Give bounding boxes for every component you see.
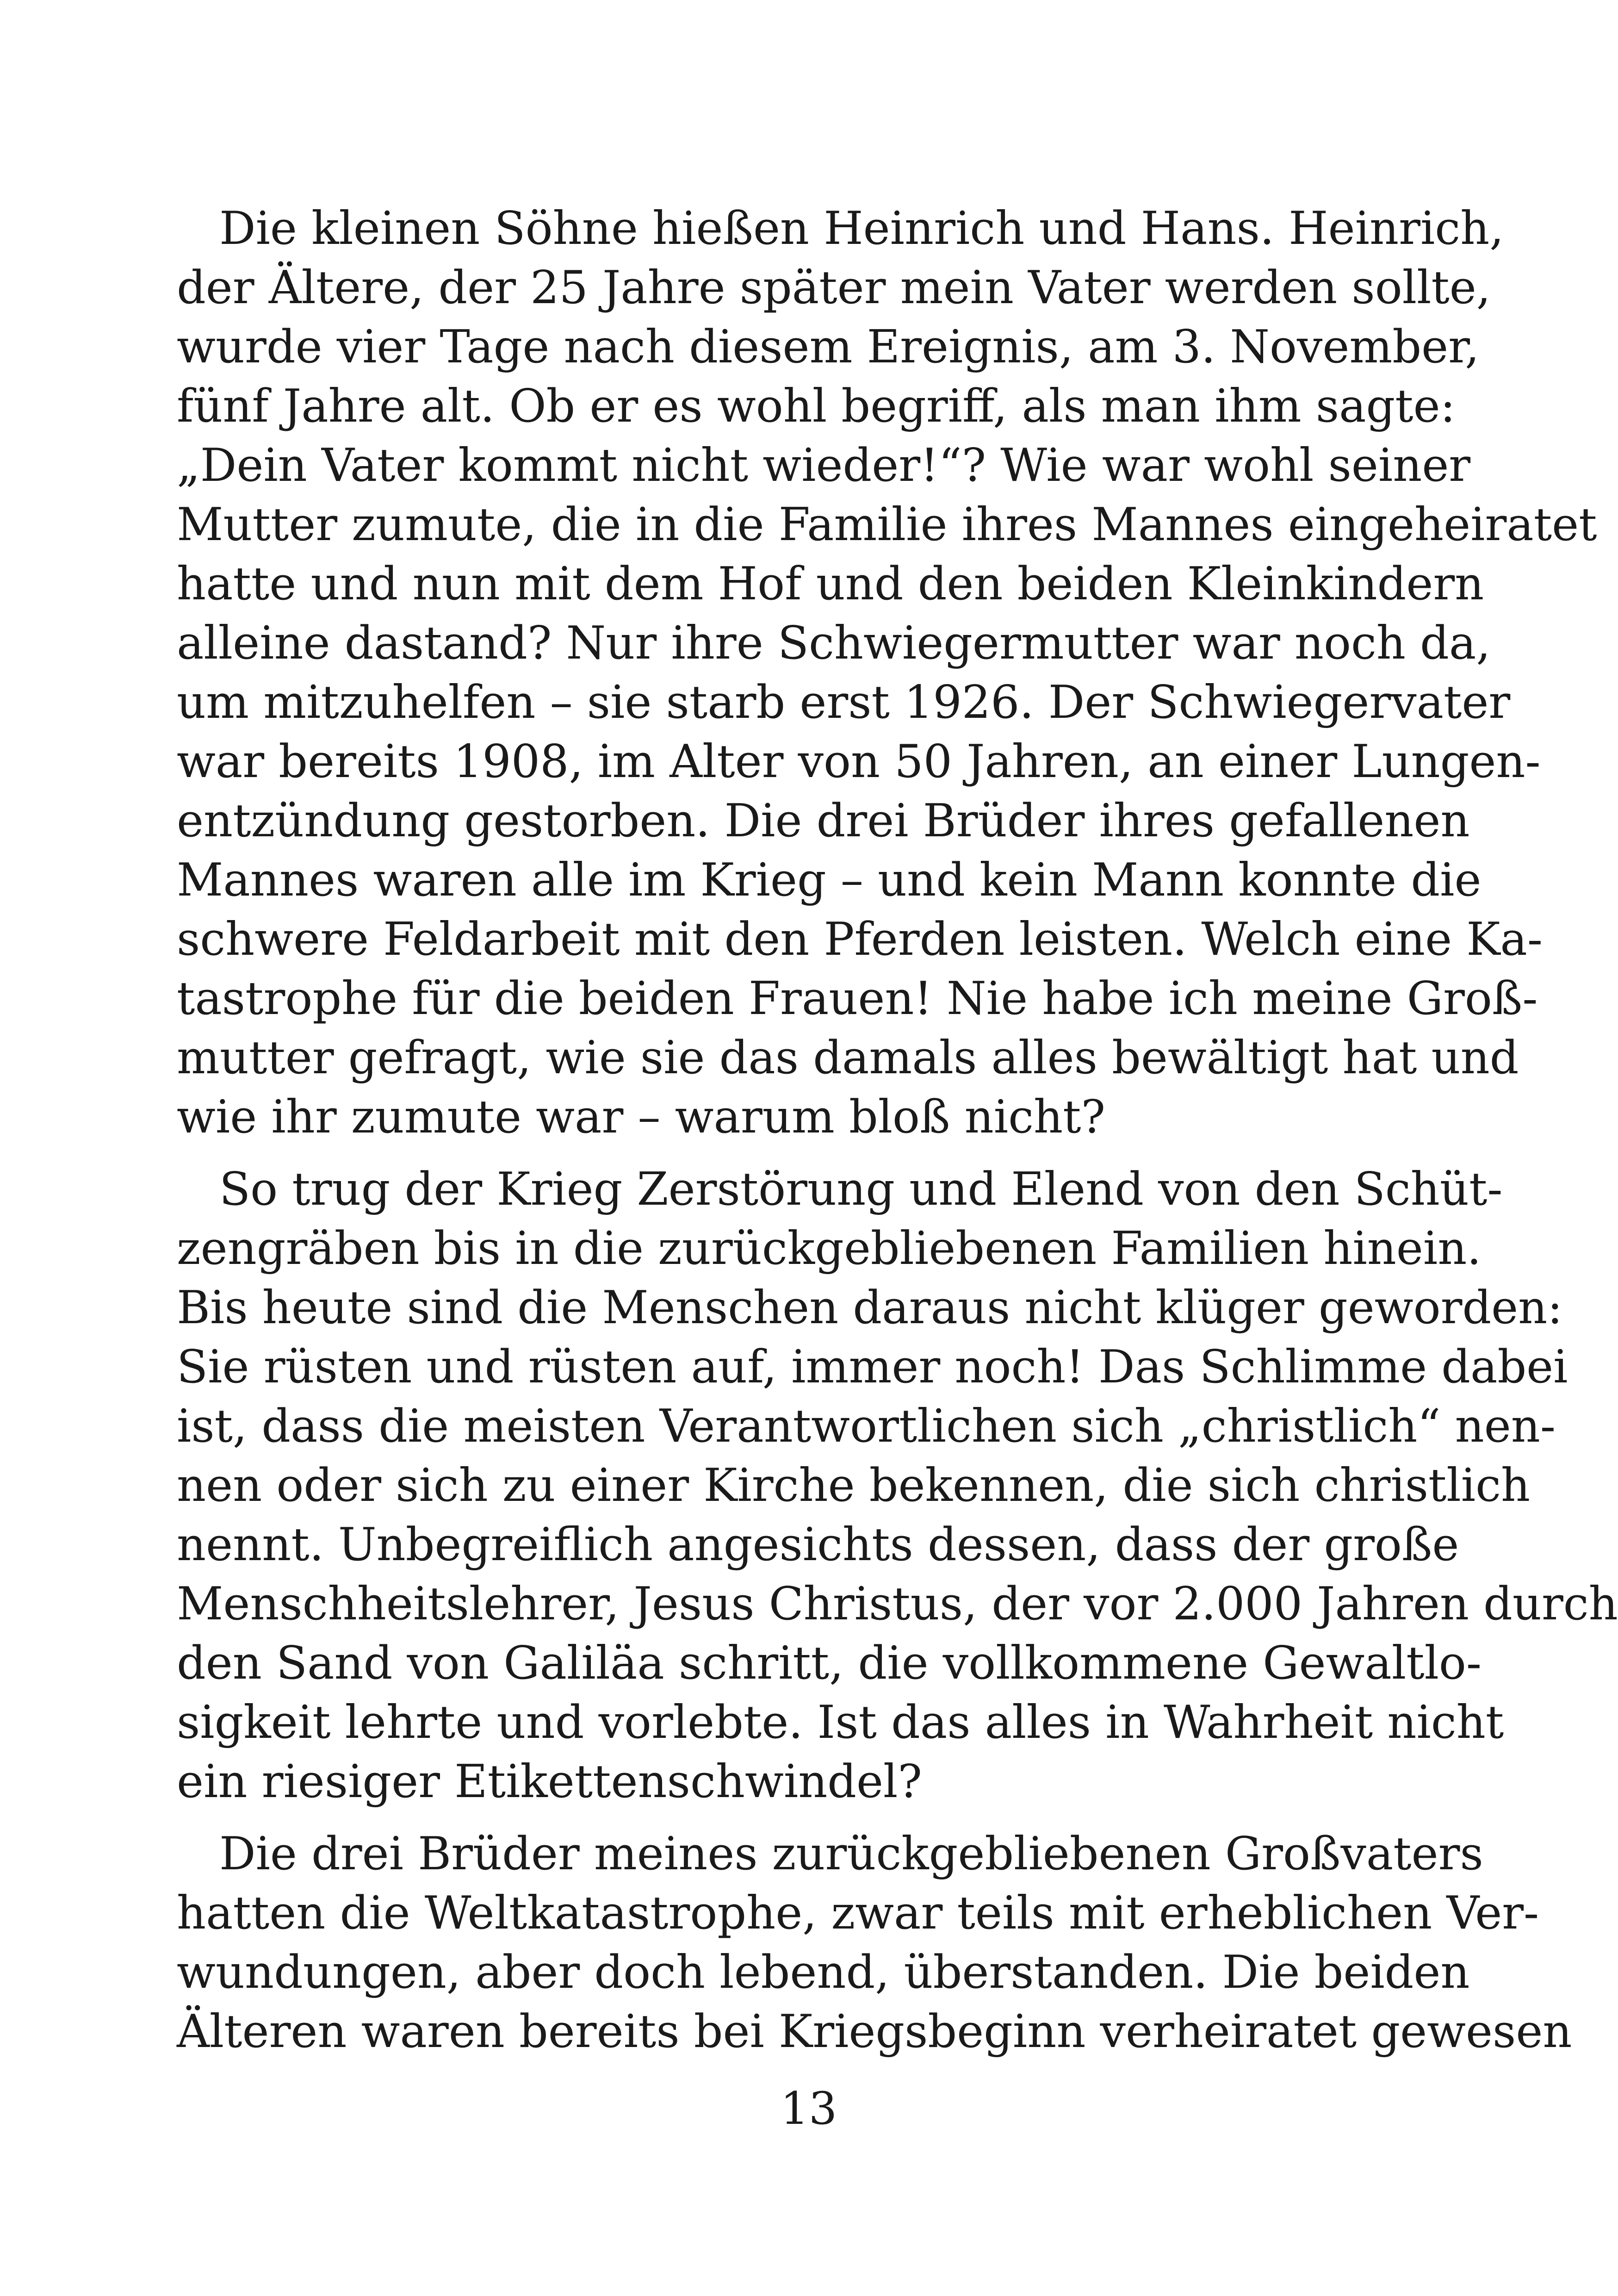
- text-line: Älteren waren bereits bei Kriegsbeginn verheiratet gewesen: [177, 2005, 1572, 2058]
- text-line: sigkeit lehrte und vorlebte. Ist das alles in Wahrheit nicht: [177, 1696, 1504, 1749]
- text-line: ein riesiger Etikettenschwindel?: [177, 1755, 922, 1808]
- text-line: den Sand von Galiläa schritt, die vollkommene Gewaltlo-: [177, 1637, 1482, 1690]
- text-line: mutter gefragt, wie sie das damals alles bewältigt hat und: [177, 1032, 1519, 1084]
- text-line: war bereits 1908, im Alter von 50 Jahren, an einer Lungen-: [177, 735, 1541, 788]
- text-line: schwere Feldarbeit mit den Pferden leisten. Welch eine Ka-: [177, 913, 1543, 966]
- text-line: wurde vier Tage nach diesem Ereignis, am 3. November,: [177, 321, 1480, 373]
- text-line: entzündung gestorben. Die drei Brüder ihres gefallenen: [177, 795, 1470, 847]
- text-line: Die kleinen Söhne hießen Heinrich und Hans. Heinrich,: [219, 202, 1504, 255]
- text-line: nennt. Unbegreiflich angesichts dessen, dass der große: [177, 1518, 1459, 1571]
- text-line: Bis heute sind die Menschen daraus nicht klüger geworden:: [177, 1282, 1563, 1334]
- paragraph-gap: [177, 1811, 1418, 1824]
- text-line: Sie rüsten und rüsten auf, immer noch! Das Schlimme dabei: [177, 1341, 1568, 1394]
- text-line: um mitzuhelfen – sie starb erst 1926. Der Schwiegervater: [177, 676, 1511, 729]
- text-line: Menschheitslehrer, Jesus Christus, der vor 2.000 Jahren durch: [177, 1578, 1618, 1630]
- paragraph: [177, 199, 1597, 1147]
- text-line: fünf Jahre alt. Ob er es wohl begriff, als man ihm sagte:: [177, 380, 1456, 433]
- text-line: tastrophe für die beiden Frauen! Nie habe ich meine Groß-: [177, 972, 1538, 1025]
- page-number: 13: [780, 2083, 837, 2134]
- body-text: [177, 199, 1618, 2061]
- text-line: Mutter zumute, die in die Familie ihres Mannes eingeheiratet: [177, 498, 1597, 551]
- text-line: hatten die Weltkatastrophe, zwar teils mit erheblichen Ver-: [177, 1887, 1539, 1940]
- paragraph-gap: [177, 1147, 1418, 1160]
- text-line: „Dein Vater kommt nicht wieder!“? Wie war wohl seiner: [177, 439, 1471, 492]
- text-line: ist, dass die meisten Verantwortlichen sich „christlich“ nen-: [177, 1400, 1556, 1453]
- text-line: So trug der Krieg Zerstörung und Elend von den Schüt-: [219, 1163, 1503, 1216]
- text-line: hatte und nun mit dem Hof und den beiden Kleinkindern: [177, 558, 1484, 610]
- text-line: Die drei Brüder meines zurückgebliebenen Großvaters: [219, 1828, 1483, 1880]
- text-line: zengräben bis in die zurückgebliebenen Familien hinein.: [177, 1222, 1482, 1275]
- text-line: Mannes waren alle im Krieg – und kein Mann konnte die: [177, 854, 1482, 907]
- text-line: nen oder sich zu einer Kirche bekennen, die sich christlich: [177, 1459, 1531, 1512]
- text-line: der Ältere, der 25 Jahre später mein Vater werden sollte,: [177, 261, 1491, 314]
- text-line: alleine dastand? Nur ihre Schwiegermutter war noch da,: [177, 617, 1491, 670]
- text-line: wie ihr zumute war – warum bloß nicht?: [177, 1091, 1106, 1144]
- text-line: wundungen, aber doch lebend, überstanden. Die beiden: [177, 1946, 1470, 1999]
- paragraph: [177, 1160, 1618, 1811]
- paragraph: [177, 1824, 1572, 2061]
